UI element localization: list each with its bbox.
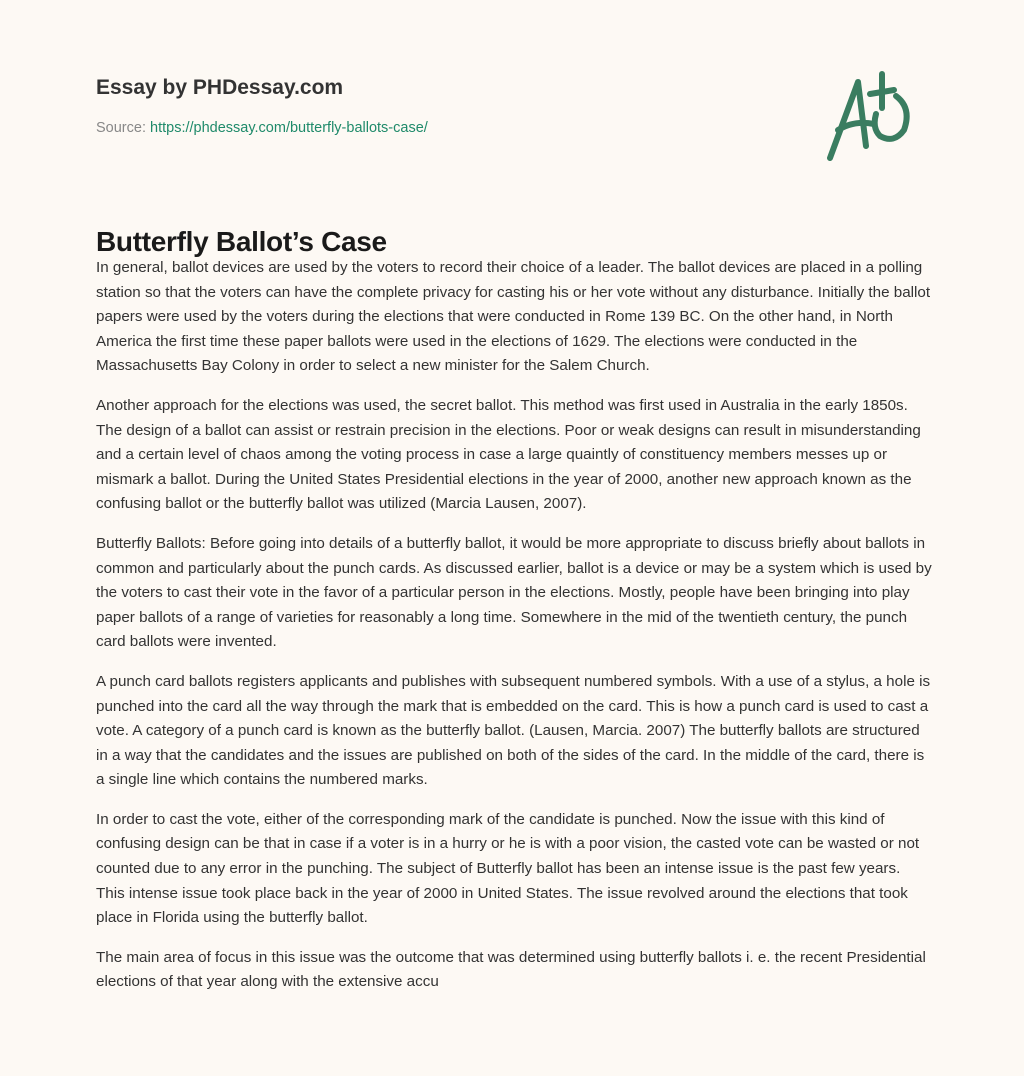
paragraph: The main area of focus in this issue was the outcome that was determined using butterfly ballots i. e. the recent Presidential elections of that year along with the extensive accu	[96, 948, 926, 991]
source-label: Source:	[96, 120, 146, 136]
paragraph: In general, ballot devices are used by the voters to record their choice of a leader. The ballot devices are placed in a polling station so that the voters can have the complete privacy for casting his or her vote without any disturbance. Initially the ballot papers were used by the voters during the elections that were conducted in Rome 139 BC. On the other hand, in North America the first time these paper ballots were used in the elections of 1629. The elections were conducted in the Massachusetts Bay Colony in order to select a new minister for the Salem Church.	[96, 259, 931, 375]
paragraph: Butterfly Ballots: Before going into details of a butterfly ballot, it would be more appropriate to discuss briefly about ballots in common and particularly about the punch cards. As discussed earlier, ballot is a device or may be a system which is used by the voters to cast their vote in the favor of a particular person in the elections. Mostly, people have been bringing into play paper ballots of a range of varieties for reasonably a long time. Somewhere in the mid of the twentieth century, the punch card ballots were invented.	[96, 534, 932, 651]
page-title: Butterfly Ballot’s Case	[96, 226, 387, 257]
paragraph: A punch card ballots registers applicants and publishes with subsequent numbered symbols. With a use of a stylus, a hole is punched into the card all the way through the mark that is embedded on the card. This is how a punch card is used to cast a vote. A category of a punch card is known as the butterfly ballot. (Lausen, Marcia. 2007) The butterfly ballots are structured in a way that the candidates and the issues are published on both of the sides of the card. In the middle of the card, there is a single line which contains the numbered marks.	[96, 672, 931, 789]
article-body	[96, 256, 932, 1010]
site-header	[96, 76, 428, 136]
paragraph: Another approach for the elections was used, the secret ballot. This method was first used in Australia in the early 1850s. The design of a ballot can assist or restrain precision in the elections. Poor or weak designs can result in misunderstanding and a certain level of chaos among the voting process in case a large quaintly of constituency members messes up or mismark a ballot. During the United States Presidential elections in the year of 2000, another new approach known as the confusing ballot or the butterfly ballot was utilized (Marcia Lausen, 2007).	[96, 396, 921, 513]
brand-title: Essay by PHDessay.com	[96, 76, 344, 99]
paragraph: In order to cast the vote, either of the corresponding mark of the candidate is punched. Now the issue with this kind of confusing design can be that in case if a voter is in a hurry or he is with a poor vision, the casted vote can be wasted or not counted due to any error in the punching. The subject of Butterfly ballot has been an intense issue is the past few years. This intense issue took place back in the year of 2000 in United States. The issue revolved around the elections that took place in Florida using the butterfly ballot.	[96, 810, 920, 927]
a-plus-logo	[820, 68, 930, 168]
source-line	[96, 120, 428, 136]
source-link[interactable]: https://phdessay.com/butterfly-ballots-case/	[150, 120, 428, 136]
